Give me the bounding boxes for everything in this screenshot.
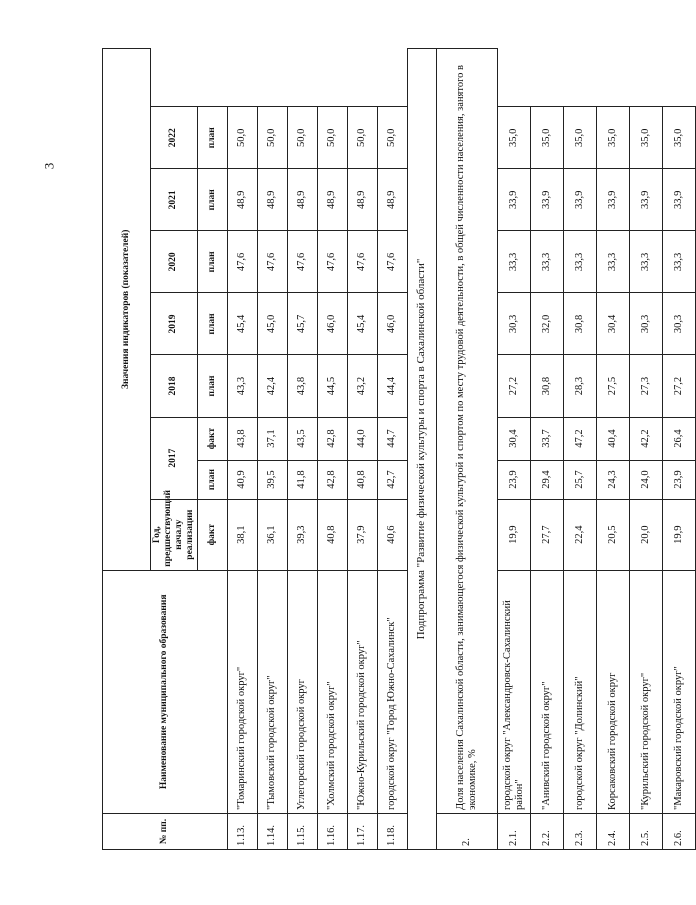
cell-idx: 2.3.: [563, 813, 596, 849]
cell-y2022: 50,0: [377, 107, 407, 169]
cell-prev: 20,5: [596, 499, 629, 570]
cell-prev: 39,3: [287, 499, 317, 570]
cell-prev: 40,8: [317, 499, 347, 570]
cell-idx: 1.16.: [317, 813, 347, 849]
indicator-text: Доля населения Сахалинской области, занимающегося физической культурой и спортом по месту трудовой деятельности, в общей численности населения, занятого в экономике, %: [436, 49, 497, 814]
cell-y2019: 45,7: [287, 293, 317, 355]
cell-idx: 1.13.: [227, 813, 257, 849]
table-row: [257, 49, 287, 850]
cell-p2017: 42,8: [317, 460, 347, 499]
cell-p2017: 41,8: [287, 460, 317, 499]
cell-y2020: 47,6: [377, 231, 407, 293]
cell-f2017: 26,4: [662, 417, 695, 460]
cell-y2019: 46,0: [317, 293, 347, 355]
cell-y2020: 47,6: [317, 231, 347, 293]
cell-y2021: 48,9: [377, 169, 407, 231]
cell-p2017: 23,9: [662, 460, 695, 499]
cell-y2019: 45,0: [257, 293, 287, 355]
indicator-index: 2.: [436, 813, 497, 849]
cell-y2022: 35,0: [662, 107, 695, 169]
cell-y2020: 33,3: [530, 231, 563, 293]
header-prev-year: Год, предшествующий началу реализации: [151, 499, 198, 570]
cell-y2020: 33,3: [662, 231, 695, 293]
header-year-2021: 2021: [151, 169, 198, 231]
cell-prev: 40,6: [377, 499, 407, 570]
document-table-area: [102, 48, 684, 850]
cell-name: "Курильский городской округ": [629, 570, 662, 813]
page-number: 3: [41, 162, 57, 170]
cell-y2021: 48,9: [257, 169, 287, 231]
cell-y2022: 35,0: [596, 107, 629, 169]
cell-y2020: 47,6: [287, 231, 317, 293]
table-row: [287, 49, 317, 850]
cell-f2017: 42,2: [629, 417, 662, 460]
cell-y2021: 33,9: [596, 169, 629, 231]
cell-idx: 1.15.: [287, 813, 317, 849]
cell-idx: 2.2.: [530, 813, 563, 849]
cell-prev: 27,7: [530, 499, 563, 570]
cell-y2021: 48,9: [287, 169, 317, 231]
cell-prev: 37,9: [347, 499, 377, 570]
cell-y2019: 30,4: [596, 293, 629, 355]
table-row: [530, 49, 563, 850]
cell-y2018: 27,5: [596, 355, 629, 417]
header-year-2022: 2022: [151, 107, 198, 169]
header-plan-2021: план: [197, 169, 227, 231]
cell-y2021: 48,9: [317, 169, 347, 231]
header-year-2017: 2017: [151, 417, 198, 499]
cell-idx: 2.5.: [629, 813, 662, 849]
table-row: [227, 49, 257, 850]
cell-name: Корсаковский городской округ: [596, 570, 629, 813]
cell-f2017: 44,7: [377, 417, 407, 460]
header-indicators: Значения индикаторов (показателей): [103, 49, 151, 571]
cell-y2021: 33,9: [563, 169, 596, 231]
cell-p2017: 39,5: [257, 460, 287, 499]
header-year-2020: 2020: [151, 231, 198, 293]
cell-p2017: 42,7: [377, 460, 407, 499]
cell-y2022: 35,0: [497, 107, 530, 169]
cell-y2022: 50,0: [317, 107, 347, 169]
cell-y2022: 35,0: [563, 107, 596, 169]
cell-idx: 1.18.: [377, 813, 407, 849]
cell-y2018: 43,3: [227, 355, 257, 417]
cell-prev: 22,4: [563, 499, 596, 570]
header-plan-2018: план: [197, 355, 227, 417]
cell-y2021: 33,9: [530, 169, 563, 231]
cell-p2017: 24,0: [629, 460, 662, 499]
header-fact-2017: факт: [197, 417, 227, 460]
cell-y2018: 30,8: [530, 355, 563, 417]
table-row: [662, 49, 695, 850]
cell-y2018: 42,4: [257, 355, 287, 417]
cell-name: Углегорский городской округ: [287, 570, 317, 813]
cell-p2017: 25,7: [563, 460, 596, 499]
cell-y2022: 35,0: [629, 107, 662, 169]
table-row: [497, 49, 530, 850]
cell-prev: 19,9: [497, 499, 530, 570]
cell-f2017: 33,7: [530, 417, 563, 460]
cell-f2017: 44,0: [347, 417, 377, 460]
cell-y2019: 30,3: [497, 293, 530, 355]
cell-y2022: 50,0: [227, 107, 257, 169]
header-plan-2020: план: [197, 231, 227, 293]
cell-prev: 20,0: [629, 499, 662, 570]
cell-idx: 2.4.: [596, 813, 629, 849]
cell-name: "Макаровский городской округ": [662, 570, 695, 813]
header-name: Наименование муниципального образования: [103, 570, 228, 813]
header-year-2019: 2019: [151, 293, 198, 355]
cell-name: городской округ "Александровск-Сахалинский район": [497, 570, 530, 813]
cell-y2020: 33,3: [629, 231, 662, 293]
cell-y2019: 32,0: [530, 293, 563, 355]
cell-prev: 38,1: [227, 499, 257, 570]
cell-y2019: 30,8: [563, 293, 596, 355]
cell-prev: 36,1: [257, 499, 287, 570]
cell-y2020: 33,3: [497, 231, 530, 293]
table-row: [317, 49, 347, 850]
subprogram-section: [407, 49, 497, 850]
cell-y2022: 50,0: [347, 107, 377, 169]
table-row: [563, 49, 596, 850]
table-row: [629, 49, 662, 850]
cell-idx: 1.14.: [257, 813, 287, 849]
cell-f2017: 42,8: [317, 417, 347, 460]
cell-y2020: 33,3: [596, 231, 629, 293]
cell-p2017: 24,3: [596, 460, 629, 499]
cell-y2018: 27,2: [497, 355, 530, 417]
cell-y2018: 27,2: [662, 355, 695, 417]
cell-y2021: 33,9: [629, 169, 662, 231]
cell-name: городской округ "Долинский": [563, 570, 596, 813]
cell-y2021: 33,9: [662, 169, 695, 231]
table-body-part2: [497, 49, 695, 850]
cell-y2020: 47,6: [227, 231, 257, 293]
cell-p2017: 29,4: [530, 460, 563, 499]
cell-f2017: 37,1: [257, 417, 287, 460]
subprogram-title: Подпрограмма "Развитие физической культуры и спорта в Сахалинской области": [407, 49, 436, 850]
cell-prev: 19,9: [662, 499, 695, 570]
cell-idx: 1.17.: [347, 813, 377, 849]
cell-y2018: 27,3: [629, 355, 662, 417]
cell-y2021: 48,9: [227, 169, 257, 231]
cell-y2018: 43,2: [347, 355, 377, 417]
cell-y2020: 33,3: [563, 231, 596, 293]
cell-name: "Анивский городской округ": [530, 570, 563, 813]
header-year-2018: 2018: [151, 355, 198, 417]
cell-y2019: 46,0: [377, 293, 407, 355]
cell-idx: 2.6.: [662, 813, 695, 849]
header-plan-2017: план: [197, 460, 227, 499]
table-row: [377, 49, 407, 850]
cell-name: "Томаринский городской округ": [227, 570, 257, 813]
cell-f2017: 47,2: [563, 417, 596, 460]
cell-f2017: 43,8: [227, 417, 257, 460]
cell-name: городской округ "Город Южно-Сахалинск": [377, 570, 407, 813]
cell-y2019: 30,3: [629, 293, 662, 355]
header-fact-prev: факт: [197, 499, 227, 570]
cell-p2017: 40,9: [227, 460, 257, 499]
table-row: [347, 49, 377, 850]
cell-name: "Южно-Курильский городской округ": [347, 570, 377, 813]
rotated-page: [102, 48, 684, 850]
cell-y2022: 35,0: [530, 107, 563, 169]
header-plan-2022: план: [197, 107, 227, 169]
cell-y2018: 43,8: [287, 355, 317, 417]
cell-f2017: 40,4: [596, 417, 629, 460]
cell-p2017: 40,8: [347, 460, 377, 499]
cell-y2021: 48,9: [347, 169, 377, 231]
cell-y2020: 47,6: [347, 231, 377, 293]
cell-y2018: 44,4: [377, 355, 407, 417]
cell-f2017: 30,4: [497, 417, 530, 460]
cell-p2017: 23,9: [497, 460, 530, 499]
cell-y2020: 47,6: [257, 231, 287, 293]
cell-name: "Холмский городской округ": [317, 570, 347, 813]
table-row: [596, 49, 629, 850]
cell-y2022: 50,0: [257, 107, 287, 169]
cell-y2019: 45,4: [227, 293, 257, 355]
table-body-part1: [227, 49, 407, 850]
header-num: № пп.: [103, 813, 228, 849]
cell-y2018: 44,5: [317, 355, 347, 417]
cell-idx: 2.1.: [497, 813, 530, 849]
cell-y2019: 30,3: [662, 293, 695, 355]
cell-name: "Тымовский городской округ": [257, 570, 287, 813]
cell-f2017: 43,5: [287, 417, 317, 460]
indicators-table: [102, 48, 696, 850]
cell-y2021: 33,9: [497, 169, 530, 231]
cell-y2019: 45,4: [347, 293, 377, 355]
header-plan-2019: план: [197, 293, 227, 355]
cell-y2022: 50,0: [287, 107, 317, 169]
cell-y2018: 28,3: [563, 355, 596, 417]
